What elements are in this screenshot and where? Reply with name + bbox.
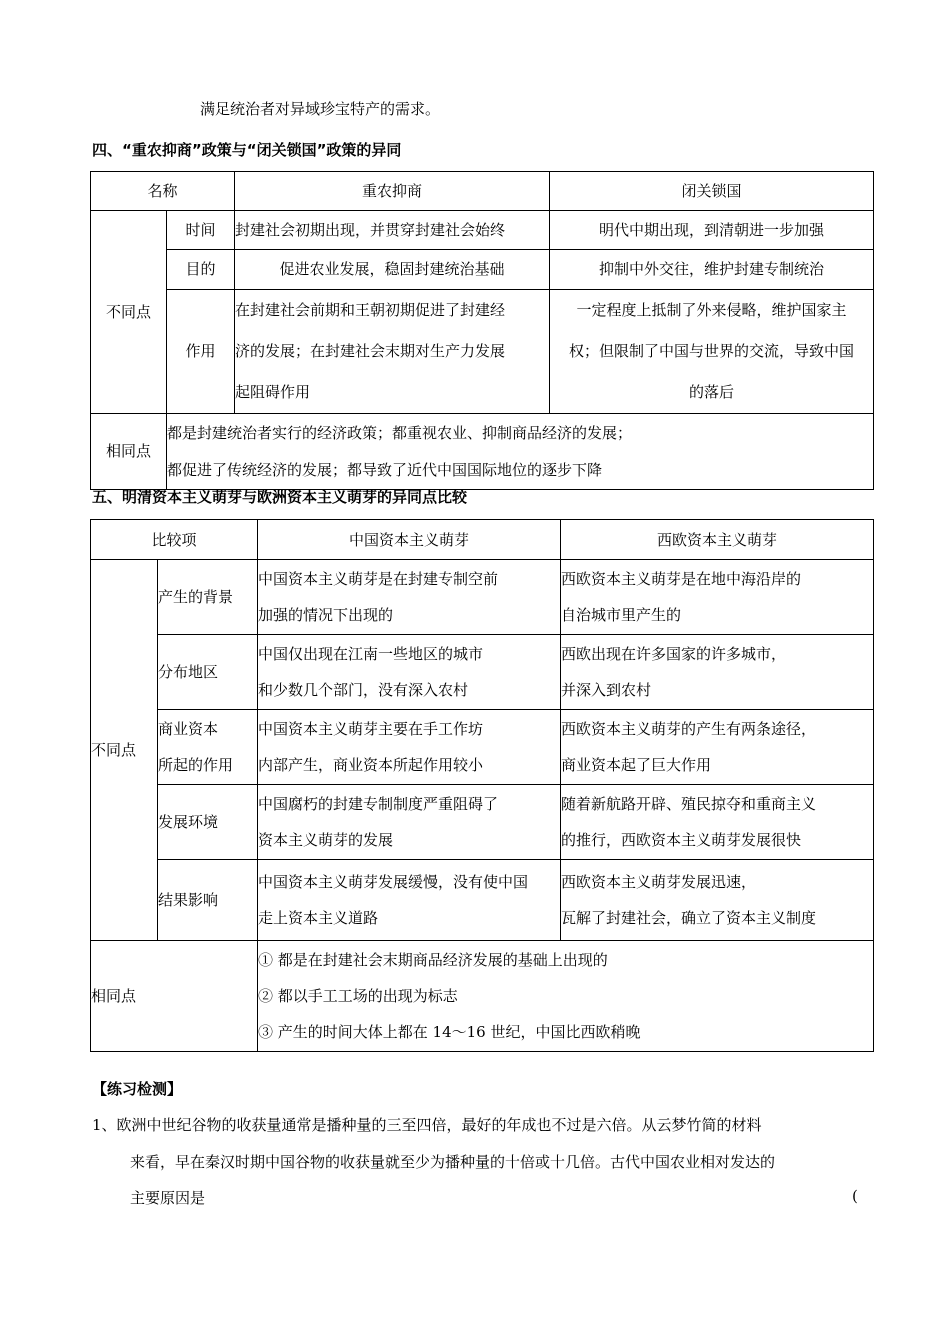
row-col1: 在封建社会前期和王朝初期促进了封建经 济的发展；在封建社会末期对生产力发展 起阻碍作用 xyxy=(235,290,550,414)
header-item: 比较项 xyxy=(91,520,258,560)
table-row xyxy=(91,211,874,250)
row-col2: 西欧出现在许多国家的许多城市， 并深入到农村 xyxy=(561,635,874,710)
row-label: 发展环境 xyxy=(158,785,258,860)
row-col2: 随着新航路开辟、殖民掠夺和重商主义 的推行，西欧资本主义萌芽发展很快 xyxy=(561,785,874,860)
question-1-line: 来看，早在秦汉时期中国谷物的收获量就至少为播种量的十倍或十几倍。古代中国农业相对发达的 xyxy=(130,1153,776,1171)
intro-line: 满足统治者对异域珍宝特产的需求。 xyxy=(200,100,441,118)
row-col2: 西欧资本主义萌芽是在地中海沿岸的 自治城市里产生的 xyxy=(561,560,874,635)
policy-comparison-table xyxy=(90,171,874,490)
row-col1: 促进农业发展，稳固封建统治基础 xyxy=(235,250,550,290)
row-label: 分布地区 xyxy=(158,635,258,710)
header-col1: 中国资本主义萌芽 xyxy=(258,520,561,560)
row-col1: 中国资本主义萌芽是在封建专制空前 加强的情况下出现的 xyxy=(258,560,561,635)
practice-title: 【练习检测】 xyxy=(92,1080,183,1098)
header-col2: 西欧资本主义萌芽 xyxy=(561,520,874,560)
same-label: 相同点 xyxy=(91,414,167,490)
question-1-line: 主要原因是 xyxy=(130,1189,206,1207)
row-label: 目的 xyxy=(167,250,235,290)
row-col1: 中国资本主义萌芽主要在手工作坊 内部产生，商业资本所起作用较小 xyxy=(258,710,561,785)
header-name: 名称 xyxy=(91,172,235,211)
table-row xyxy=(91,635,874,710)
row-col1: 中国腐朽的封建专制制度严重阻碍了 资本主义萌芽的发展 xyxy=(258,785,561,860)
same-content: ① 都是在封建社会末期商品经济发展的基础上出现的 ② 都以手工工场的出现为标志 ③ 产生的时间大体上都在 14～16 世纪，中国比西欧稍晚 xyxy=(258,941,874,1052)
table-header-row xyxy=(91,520,874,560)
header-col2: 闭关锁国 xyxy=(550,172,874,211)
row-col2: 明代中期出现，到清朝进一步加强 xyxy=(550,211,874,250)
row-label: 产生的背景 xyxy=(158,560,258,635)
capitalism-comparison-table xyxy=(90,519,874,1052)
row-label: 作用 xyxy=(167,290,235,414)
answer-paren: ( xyxy=(852,1187,858,1205)
same-row xyxy=(91,414,874,490)
row-col1: 封建社会初期出现，并贯穿封建社会始终 xyxy=(235,211,550,250)
row-col2: 西欧资本主义萌芽发展迅速， 瓦解了封建社会，确立了资本主义制度 xyxy=(561,860,874,941)
section4-title: 四、“重农抑商”政策与“闭关锁国”政策的异同 xyxy=(92,141,402,159)
row-col1: 中国仅出现在江南一些地区的城市 和少数几个部门，没有深入农村 xyxy=(258,635,561,710)
diff-label: 不同点 xyxy=(91,211,167,414)
table-row xyxy=(91,290,874,414)
table-row xyxy=(91,250,874,290)
same-row xyxy=(91,941,874,1052)
row-col1: 中国资本主义萌芽发展缓慢，没有使中国 走上资本主义道路 xyxy=(258,860,561,941)
section5-title: 五、明清资本主义萌芽与欧洲资本主义萌芽的异同点比较 xyxy=(92,488,468,506)
question-1-line: 1、欧洲中世纪谷物的收获量通常是播种量的三至四倍，最好的年成也不过是六倍。从云梦竹简的材料 xyxy=(92,1116,762,1134)
same-content: 都是封建统治者实行的经济政策；都重视农业、抑制商品经济的发展； 都促进了传统经济的发展；都导致了近代中国国际地位的逐步下降 xyxy=(167,414,874,490)
same-label: 相同点 xyxy=(91,941,258,1052)
table-row xyxy=(91,785,874,860)
table-row xyxy=(91,710,874,785)
header-col1: 重农抑商 xyxy=(235,172,550,211)
row-col2: 一定程度上抵制了外来侵略，维护国家主 权；但限制了中国与世界的交流，导致中国 的落后 xyxy=(550,290,874,414)
table-row xyxy=(91,560,874,635)
row-label: 时间 xyxy=(167,211,235,250)
row-col2: 西欧资本主义萌芽的产生有两条途径， 商业资本起了巨大作用 xyxy=(561,710,874,785)
row-col2: 抑制中外交往，维护封建专制统治 xyxy=(550,250,874,290)
table-row xyxy=(91,860,874,941)
row-label: 商业资本 所起的作用 xyxy=(158,710,258,785)
row-label: 结果影响 xyxy=(158,860,258,941)
diff-label: 不同点 xyxy=(91,560,158,941)
table-header-row xyxy=(91,172,874,211)
